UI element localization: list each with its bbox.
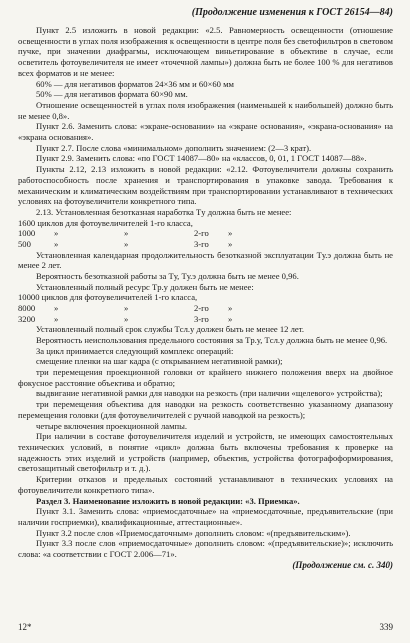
document-page: [18, 7, 393, 571]
table-row: [18, 228, 393, 239]
paragraph: Пункты 2.12, 2.13 изложить в новой редакции: «2.12. Фотоувеличители должны сохранить работоспособность после хранения и транспортирования в упаковке завода. Требования к механическим и климатическим воздействиям при транспортировании устанавливают в технических условиях на фотоувеличители конкретного типа.: [18, 164, 393, 207]
percent-line: 60% — для негативов форматов 24×36 мм и 60×60 мм: [36, 78, 234, 89]
table-cell: »: [228, 313, 233, 324]
table-cell: 8000: [18, 303, 36, 314]
paragraph: 2.13. Установленная безотказная наработка Tу должна быть не менее:: [36, 206, 292, 217]
paragraph: Вероятность безотказной работы за Tу, Tу.э должна быть не менее 0,96.: [36, 270, 299, 281]
paragraph: Пункт 2.6. Заменить слова: «экране-основании» на «экране основания», «экрана-основания» на «экрана основания».: [18, 121, 393, 143]
table-cell: 3-го: [194, 313, 209, 324]
table-cell: »: [54, 313, 59, 324]
table-cell: »: [54, 228, 59, 239]
table-cell: 3-го: [194, 238, 209, 249]
paragraph: Критерии отказов и предельных состояний устанавливают в технических условиях на фотоувеличители конкретного типа».: [18, 474, 393, 495]
running-header: (Продолжение изменения к ГОСТ 26154—84): [191, 7, 393, 18]
table-cell: 3200: [18, 313, 36, 324]
paragraph: За цикл принимается следующий комплекс операций:: [36, 345, 234, 356]
paragraph: Установленный полный ресурс Tр.у должен быть не менее:: [36, 281, 254, 292]
table-cell: »: [228, 238, 233, 249]
signature-mark: 12*: [18, 622, 32, 632]
table-cell: »: [124, 228, 129, 239]
section-heading: Раздел 3. Наименование изложить в новой редакции: «3. Приемка».: [36, 495, 300, 506]
paragraph: три перемещения объектива для наводки на резкость соответственно указанному диапазону перемещения головки (для фотоувеличителей с ручной наводкой на резкость);: [18, 399, 393, 420]
paragraph: Пункт 3.1. Заменить слова: «приемосдаточные» на «приемосдаточные, предъявительские (при наличии госприемки), квалификационные, аттестационные».: [18, 506, 393, 527]
table-cell: »: [54, 303, 59, 314]
paragraph: Пункт 2.5 изложить в новой редакции: «2.5. Равномерность освещенности (отношение освещенности в углах поля изображения к освещенности в центре поля без светофильтров в световом пучке, при значении диафрагмы, исключающем виньетирование в объективе в случае, если осветитель фотоувеличителя не имеет «точечной лампы») должна быть не более 100 % для негативов всех форматов и не менее:: [18, 25, 393, 78]
paragraph: Пункт 2.7. После слова «минимальном» дополнить значением: (2—3 крат).: [36, 142, 312, 153]
paragraph: смещение пленки на шаг кадра (с открыванием негативной рамки);: [36, 356, 283, 367]
table-row: [18, 239, 393, 250]
table-caption: 1600 циклов для фотоувеличителей 1-го класса,: [18, 217, 193, 228]
continuation-note: (Продолжение см. с. 340): [292, 559, 393, 570]
paragraph: Установленная календарная продолжительность безотказной эксплуатации Tу.э должна быть не менее 2 лет.: [18, 249, 393, 271]
cycles-table-1: [18, 218, 393, 250]
table-row: [18, 303, 393, 314]
percent-line: 50% — для негативов формата 60×90 мм.: [36, 89, 188, 100]
paragraph: При наличии в составе фотоувеличителя изделий и устройств, не имеющих самостоятельных технических условий, в понятие «цикл» должна быть включены требования к проверке на надежность этих изделий и устройств (например, объектив, устройства фотографоформирования, светозащитный светофильтр и т. д.).: [18, 431, 393, 474]
cycles-table-2: [18, 292, 393, 324]
paragraph: Пункт 2.9. Заменить слова: «по ГОСТ 14087—80» на «классов, 0, 01, 1 ГОСТ 14087—88».: [36, 153, 367, 164]
paragraph: четыре включения проекционной лампы.: [36, 420, 188, 431]
paragraph: Вероятность неиспользования предельного состояния за Tр.у, Tсл.у должна быть не менее 0,96.: [36, 334, 388, 345]
paragraph: Пункт 3.2 после слов «Приемосдаточным» дополнить словом: «(предъявительским»).: [36, 527, 351, 538]
paragraph: Отношение освещенностей в углах поля изображения (наименьшей к наибольшей) должно быть не менее 0,8».: [18, 99, 393, 121]
paragraph: три перемещения проекционной головки от крайнего нижнего положения вверх на двойное фокусное расстояние объектива и обратно;: [18, 367, 393, 388]
table-cell: »: [228, 228, 233, 239]
table-row: [18, 314, 393, 325]
paragraph: Установленный полный срок службы Tсл.у должен быть не менее 12 лет.: [36, 324, 304, 335]
table-cell: »: [228, 303, 233, 314]
paragraph: выдвигание негативной рамки для наводки на резкость (при наличии «щелевого» устройства);: [36, 388, 383, 399]
paragraph: Пункт 3.3 после слов «приемосдаточные» дополнить словом: «(предъявительские)»; исключить слова: «а соответствии с ГОСТ 2.006—71».: [18, 538, 393, 560]
page-footer: [18, 622, 393, 633]
table-cell: 1000: [18, 228, 36, 239]
table-cell: »: [54, 238, 59, 249]
table-cell: »: [124, 303, 129, 314]
page-number: 339: [379, 622, 393, 632]
table-cell: 2-го: [194, 228, 209, 239]
table-cell: 500: [18, 238, 31, 249]
table-cell: 2-го: [194, 303, 209, 314]
table-caption: 10000 циклов для фотоувеличителей 1-го класса,: [18, 292, 198, 303]
table-cell: »: [124, 238, 129, 249]
table-cell: »: [124, 313, 129, 324]
